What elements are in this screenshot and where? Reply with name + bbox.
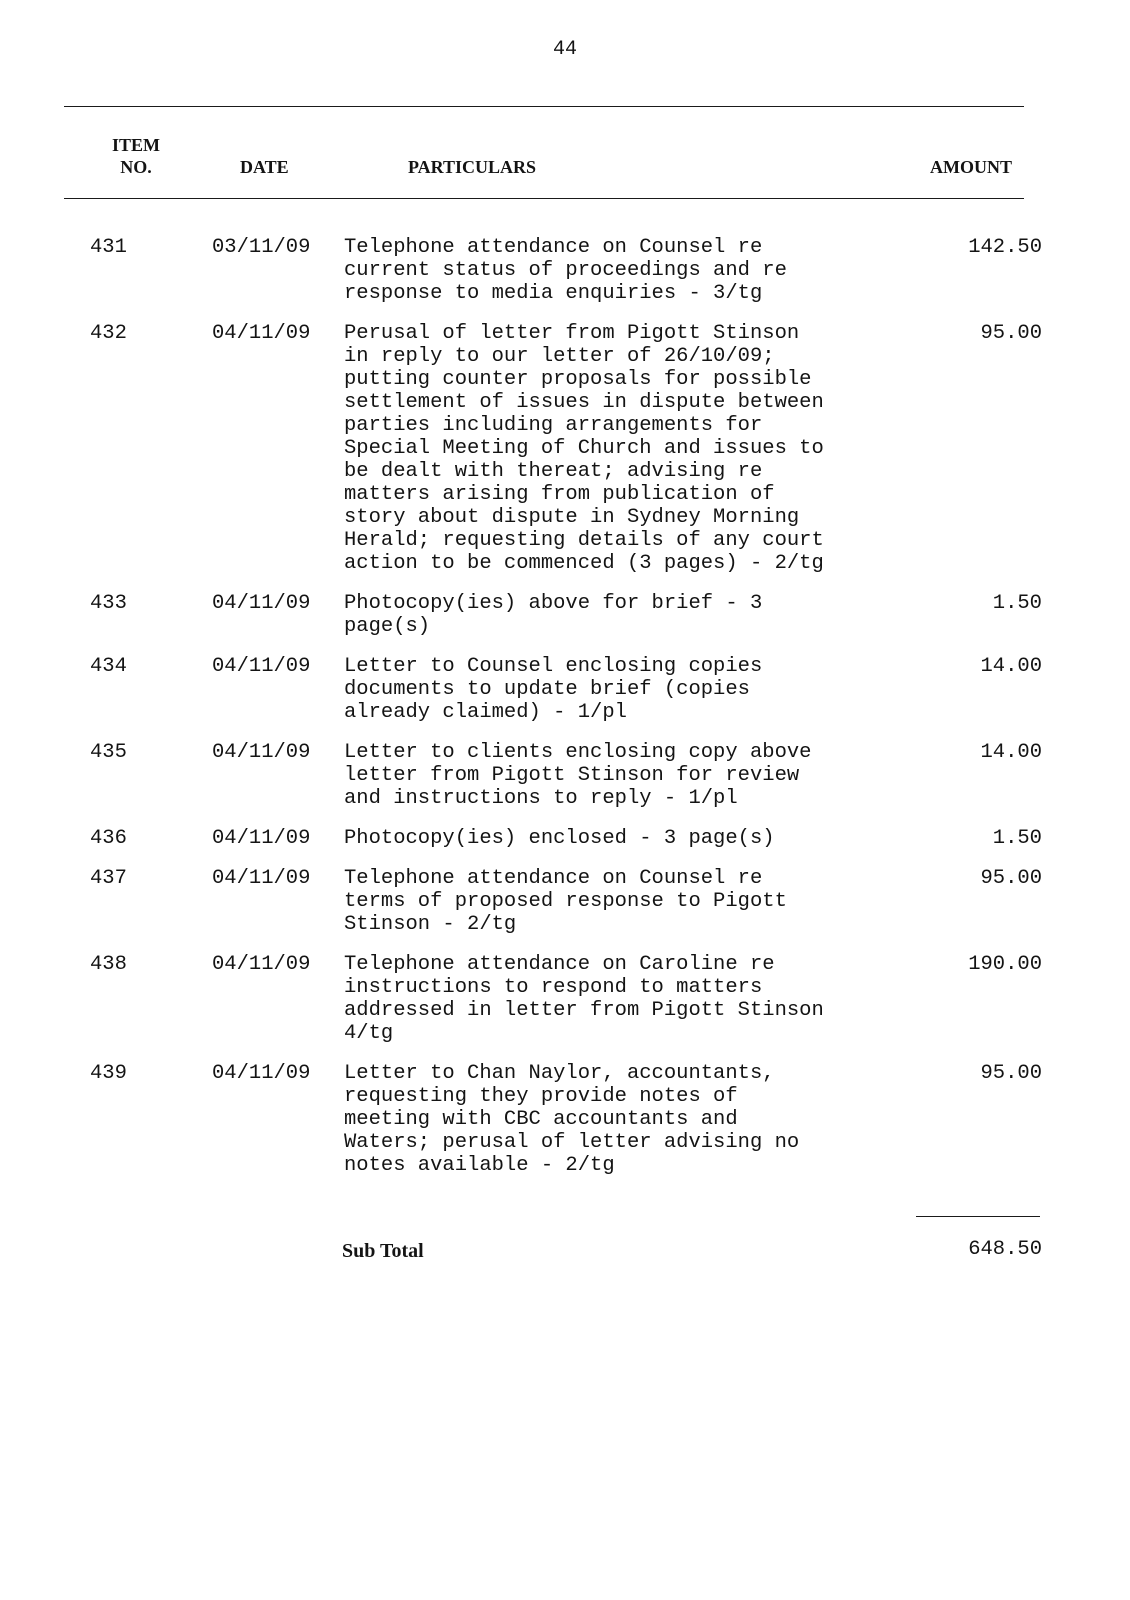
table-row (0, 322, 1130, 575)
row-date: 04/11/09 (212, 655, 311, 678)
subtotal-label: Sub Total (342, 1240, 424, 1262)
row-amount: 14.00 (980, 741, 1042, 764)
row-particulars: Letter to Chan Naylor, accountants, requesting they provide notes of meeting with CBC accountants and Waters; perusal of letter advising no notes available - 2/tg (344, 1062, 800, 1177)
header-particulars: PARTICULARS (408, 157, 537, 177)
item-number: 431 (90, 236, 127, 259)
row-amount: 142.50 (968, 236, 1042, 259)
row-date: 04/11/09 (212, 741, 311, 764)
table-row (0, 867, 1130, 936)
row-date: 04/11/09 (212, 953, 311, 976)
row-date: 04/11/09 (212, 592, 311, 615)
row-date: 04/11/09 (212, 867, 311, 890)
row-date: 03/11/09 (212, 236, 311, 259)
item-number: 435 (90, 741, 127, 764)
page-number: 44 (552, 38, 577, 61)
subtotal-rule (916, 1216, 1040, 1217)
table-row (0, 655, 1130, 724)
row-amount: 190.00 (968, 953, 1042, 976)
row-particulars: Letter to Counsel enclosing copies documents to update brief (copies already claimed) - 1/pl (344, 655, 763, 724)
row-particulars: Perusal of letter from Pigott Stinson in reply to our letter of 26/10/09; putting counter proposals for possible settlement of issues in dispute between parties including arrangements for Special Meeting of Church and issues to be dealt with thereat; advising re matters arising from publication of story about dispute in Sydney Morning Herald; requesting details of any court action to be commenced (3 pages) - 2/tg (344, 322, 824, 575)
row-particulars: Photocopy(ies) above for brief - 3 page(s) (344, 592, 763, 638)
item-number: 433 (90, 592, 127, 615)
row-date: 04/11/09 (212, 1062, 311, 1085)
row-particulars: Telephone attendance on Counsel re current status of proceedings and re response to media enquiries - 3/tg (344, 236, 787, 305)
table-body (0, 236, 1130, 1194)
table-row (0, 741, 1130, 810)
table-row (0, 236, 1130, 305)
header-item-no: ITEM NO. (111, 135, 160, 177)
top-rule (64, 106, 1024, 107)
row-amount: 1.50 (992, 592, 1042, 615)
row-amount: 95.00 (980, 322, 1042, 345)
row-amount: 95.00 (980, 1062, 1042, 1085)
item-number: 432 (90, 322, 127, 345)
header-date: DATE (240, 157, 289, 177)
table-row (0, 827, 1130, 850)
item-number: 438 (90, 953, 127, 976)
row-amount: 14.00 (980, 655, 1042, 678)
row-particulars: Photocopy(ies) enclosed - 3 page(s) (344, 827, 775, 850)
table-row (0, 953, 1130, 1045)
row-particulars: Telephone attendance on Counsel re terms of proposed response to Pigott Stinson - 2/tg (344, 867, 787, 936)
item-number: 434 (90, 655, 127, 678)
row-particulars: Telephone attendance on Caroline re instructions to respond to matters addressed in letter from Pigott Stinson 4/tg (344, 953, 824, 1045)
row-date: 04/11/09 (212, 827, 311, 850)
table-header (0, 134, 1130, 184)
table-row (0, 592, 1130, 638)
subtotal-value: 648.50 (968, 1238, 1042, 1261)
item-number: 439 (90, 1062, 127, 1085)
table-row (0, 1062, 1130, 1177)
item-number: 436 (90, 827, 127, 850)
row-amount: 95.00 (980, 867, 1042, 890)
row-particulars: Letter to clients enclosing copy above letter from Pigott Stinson for review and instructions to reply - 1/pl (344, 741, 812, 810)
row-date: 04/11/09 (212, 322, 311, 345)
item-number: 437 (90, 867, 127, 890)
row-amount: 1.50 (992, 827, 1042, 850)
header-rule (64, 198, 1024, 199)
header-amount: AMOUNT (930, 157, 1012, 177)
